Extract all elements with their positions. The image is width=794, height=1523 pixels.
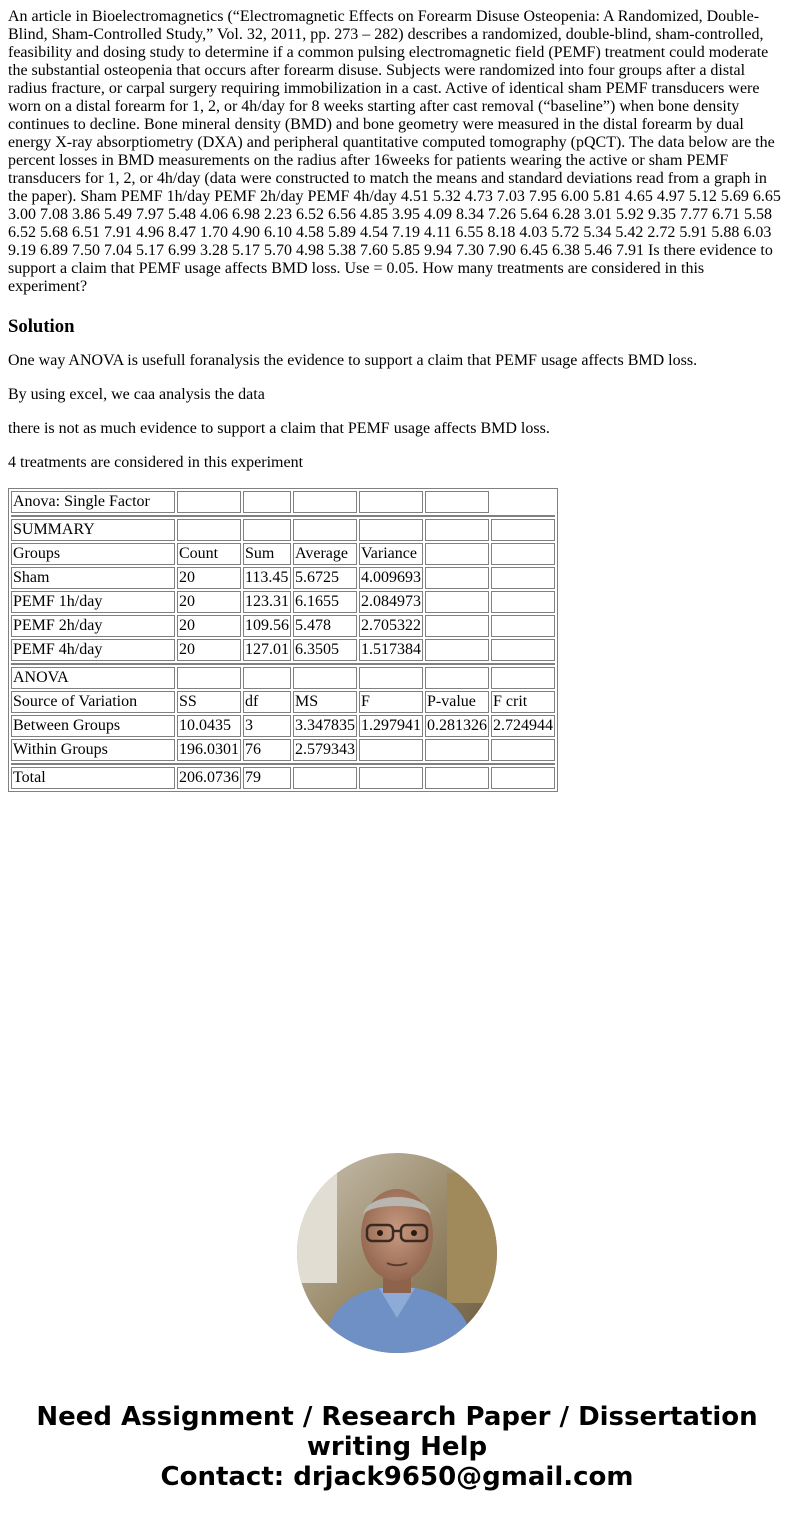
table-row [11, 667, 555, 689]
table-cell: 6.1655 [293, 591, 357, 613]
table-cell: 3 [243, 715, 291, 737]
table-cell: 109.56 [243, 615, 291, 637]
table-row [11, 639, 555, 661]
portrait-image [297, 1153, 497, 1353]
solution-heading: Solution [8, 316, 75, 337]
table-cell: Sham [11, 567, 175, 589]
table-cell [293, 767, 357, 789]
column-header: Groups [11, 543, 175, 565]
table-cell: 2.724944 [491, 715, 555, 737]
table-cell: 10.0435 [177, 715, 241, 737]
table-cell: PEMF 1h/day [11, 591, 175, 613]
table-row [11, 615, 555, 637]
table-cell: 76 [243, 739, 291, 761]
table-row [11, 519, 555, 541]
column-header: Sum [243, 543, 291, 565]
table-cell: 113.45 [243, 567, 291, 589]
table-cell: 123.31 [243, 591, 291, 613]
column-header: F crit [491, 691, 555, 713]
table-cell [491, 739, 555, 761]
article-content [8, 8, 786, 792]
table-cell: 1.297941 [359, 715, 423, 737]
table-cell: 5.6725 [293, 567, 357, 589]
solution-paragraph: there is not as much evidence to support a claim that PEMF usage affects BMD loss. [8, 420, 550, 437]
table-cell: 0.281326 [425, 715, 489, 737]
table-cell [425, 767, 489, 789]
table-row [11, 491, 555, 513]
table-cell: 3.347835 [293, 715, 357, 737]
table-cell [425, 739, 489, 761]
solution-paragraph: One way ANOVA is usefull foranalysis the evidence to support a claim that PEMF usage affects BMD loss. [8, 352, 698, 369]
solution-paragraph: By using excel, we caa analysis the data [8, 386, 265, 403]
column-header: P-value [425, 691, 489, 713]
table-cell: 4.009693 [359, 567, 423, 589]
table-cell: PEMF 2h/day [11, 615, 175, 637]
table-cell: 2.705322 [359, 615, 423, 637]
table-cell: 2.579343 [293, 739, 357, 761]
table-cell [359, 739, 423, 761]
table-row [11, 715, 555, 737]
banner-line: Need Assignment / Research Paper / Dissertation [36, 1402, 758, 1432]
table-row [11, 767, 555, 789]
table-header-row [11, 543, 555, 565]
table-cell: Within Groups [11, 739, 175, 761]
table-header-row [11, 691, 555, 713]
table-cell [359, 767, 423, 789]
solution-paragraph: 4 treatments are considered in this experiment [8, 454, 304, 471]
column-header: F [359, 691, 423, 713]
table-cell: PEMF 4h/day [11, 639, 175, 661]
table-title: Anova: Single Factor [11, 491, 175, 513]
table-cell: 206.0736 [177, 767, 241, 789]
column-header: Source of Variation [11, 691, 175, 713]
anova-label: ANOVA [11, 667, 175, 689]
banner-line: writing Help [306, 1432, 488, 1462]
table-cell: 1.517384 [359, 639, 423, 661]
question-text: An article in Bioelectromagnetics (“Electromagnetic Effects on Forearm Disuse Osteopenia: A Randomized, Double-Blind, Sham-Controlled Study,” Vol. 32, 2011, pp. 273 – 282) describes a randomized, double-blind, sham-controlled, feasibility and dosing study to determine if a common pulsing electromagnetic field (PEMF) treatment could moderate the substantial osteopenia that occurs after forearm disuse. Subjects were randomized into four groups after a distal radius fracture, or carpal surgery requiring immobilization in a cast. Active of identical sham PEMF transducers were worn on a distal forearm for 1, 2, or 4h/day for 8 weeks starting after cast removal (“baseline”) when bone density continues to decline. Bone mineral density (BMD) and bone geometry were measured in the distal forearm by dual energy X-ray absorptiometry (DXA) and peripheral quantitative computed tomography (pQCT). The data below are the percent losses in BMD measurements on the radius after 16weeks for patients wearing the active or sham PEMF transducers for 1, 2, or 4h/day (data were constructed to match the means and standard deviations read from a graph in the paper). Sham PEMF 1h/day PEMF 2h/day PEMF 4h/day 4.51 5.32 4.73 7.03 7.95 6.00 5.81 4.65 4.97 5.12 5.69 6.65 3.00 7.08 3.86 5.49 7.97 5.48 4.06 6.98 2.23 6.52 6.56 4.85 3.95 4.09 8.34 7.26 5.64 6.28 3.01 5.92 9.35 7.77 6.71 5.58 6.52 5.68 6.51 7.91 4.96 8.47 1.70 4.90 6.10 4.58 5.89 4.54 7.19 4.11 6.55 8.18 4.03 5.72 5.34 5.42 2.72 5.91 5.88 6.03 9.19 6.89 7.50 7.04 5.17 6.99 3.28 5.17 5.70 4.98 5.38 7.60 5.85 9.94 7.30 7.90 6.45 6.38 5.46 7.91 Is there evidence to support a claim that PEMF usage affects BMD loss. Use = 0.05. How many treatments are considered in this experiment? [8, 8, 781, 295]
table-cell: Between Groups [11, 715, 175, 737]
summary-label: SUMMARY [11, 519, 175, 541]
column-header: Count [177, 543, 241, 565]
column-header: SS [177, 691, 241, 713]
table-cell: 20 [177, 615, 241, 637]
anova-table [8, 488, 558, 792]
column-header: Variance [359, 543, 423, 565]
table-cell: 6.3505 [293, 639, 357, 661]
author-avatar [297, 1153, 497, 1353]
table-cell: Total [11, 767, 175, 789]
table-cell: 127.01 [243, 639, 291, 661]
table-row [11, 739, 555, 761]
table-row [11, 591, 555, 613]
table-row [11, 567, 555, 589]
table-cell [491, 767, 555, 789]
contact-banner [0, 1402, 794, 1492]
column-header: MS [293, 691, 357, 713]
table-cell: 20 [177, 567, 241, 589]
contact-email: Contact: drjack9650@gmail.com [160, 1462, 634, 1492]
table-cell: 2.084973 [359, 591, 423, 613]
table-cell: 79 [243, 767, 291, 789]
column-header: df [243, 691, 291, 713]
table-cell: 20 [177, 591, 241, 613]
column-header: Average [293, 543, 357, 565]
table-cell: 5.478 [293, 615, 357, 637]
table-cell: 20 [177, 639, 241, 661]
table-cell: 196.0301 [177, 739, 241, 761]
